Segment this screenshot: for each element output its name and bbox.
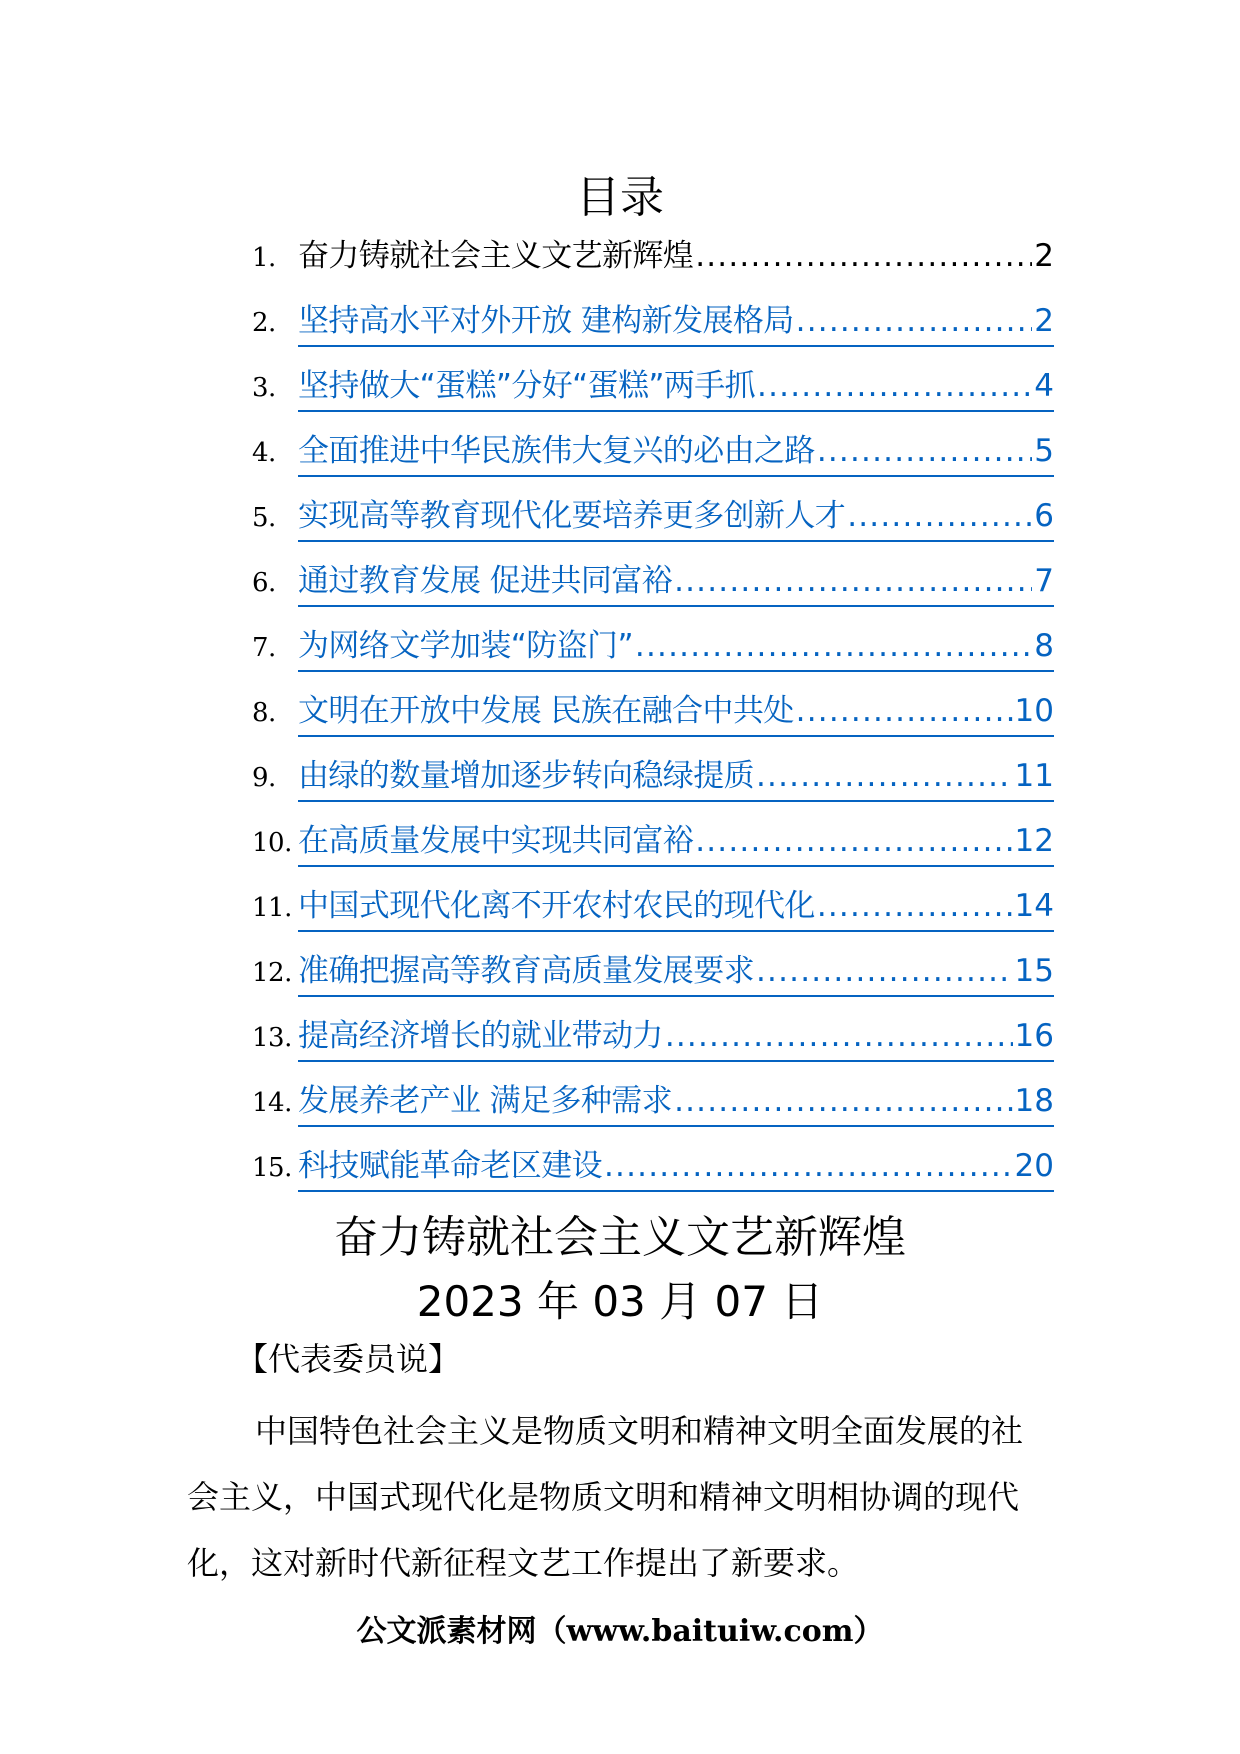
- toc-entry-link[interactable]: [298, 949, 1054, 997]
- toc-entry-number: 1.: [252, 243, 276, 273]
- toc-entry-page: 11: [1014, 758, 1054, 794]
- toc-leader-dots: [695, 819, 1012, 865]
- toc-entry: [252, 1079, 1054, 1144]
- footer-watermark: 公文派素材网（www.baituiw.com）: [356, 1614, 884, 1649]
- toc-entry: [252, 754, 1054, 819]
- toc-entry-link[interactable]: [298, 819, 1054, 867]
- toc-entry-title: 文明在开放中发展 民族在融合中共处: [298, 693, 794, 729]
- toc-entry-page: 18: [1014, 1083, 1054, 1119]
- toc-leader-dots: [665, 1014, 1013, 1060]
- toc-entry-number: 9.: [252, 763, 276, 793]
- toc-leader-dots: [817, 429, 1032, 475]
- toc-leader-dots: [635, 624, 1032, 670]
- toc-entry-number: 14.: [252, 1088, 292, 1118]
- article-paragraph: 中国特色社会主义是物质文明和精神文明全面发展的社会主义，中国式现代化是物质文明和精神文明相协调的现代化，这对新时代新征程文艺工作提出了新要求。: [187, 1412, 1024, 1582]
- toc-entry-title: 坚持做大“蛋糕”分好“蛋糕”两手抓: [298, 368, 756, 404]
- toc-entry-title: 由绿的数量增加逐步转向稳绿提质: [298, 758, 754, 794]
- toc-entry-link[interactable]: [298, 884, 1054, 932]
- toc-leader-dots: [756, 754, 1013, 800]
- toc-leader-dots: [796, 689, 1013, 735]
- toc-entry-page: 4: [1034, 368, 1054, 404]
- toc-entry-link[interactable]: [298, 624, 1054, 672]
- toc-entry-page: 15: [1014, 953, 1054, 989]
- toc-entry-link[interactable]: [298, 234, 1054, 280]
- toc-entry-title: 科技赋能革命老区建设: [298, 1148, 602, 1184]
- toc-entry-number: 13.: [252, 1023, 292, 1053]
- toc-entry-title: 准确把握高等教育高质量发展要求: [298, 953, 754, 989]
- toc-entry-page: 2: [1034, 238, 1054, 274]
- toc-entry-link[interactable]: [298, 429, 1054, 477]
- toc-leader-dots: [604, 1144, 1013, 1190]
- toc-entry-link[interactable]: [298, 1144, 1054, 1192]
- toc-entry-number: 5.: [252, 503, 276, 533]
- toc-entry-link[interactable]: [298, 1079, 1054, 1127]
- toc-entry: [252, 559, 1054, 624]
- toc-entry-link[interactable]: [298, 494, 1054, 542]
- toc-entry-title: 奋力铸就社会主义文艺新辉煌: [298, 238, 694, 274]
- table-of-contents: [252, 234, 1054, 1209]
- toc-entry-number: 7.: [252, 633, 276, 663]
- toc-entry-number: 11.: [252, 893, 292, 923]
- toc-entry-link[interactable]: [298, 364, 1054, 412]
- toc-entry-title: 为网络文学加装“防盗门”: [298, 628, 633, 664]
- section-tag: 【代表委员说】: [236, 1340, 461, 1378]
- toc-entry-page: 10: [1014, 693, 1054, 729]
- toc-entry-title: 发展养老产业 满足多种需求: [298, 1083, 673, 1119]
- toc-entry-page: 20: [1014, 1148, 1054, 1184]
- article-title: 奋力铸就社会主义文艺新辉煌: [334, 1212, 906, 1263]
- toc-entry-page: 2: [1034, 303, 1054, 339]
- toc-leader-dots: [796, 299, 1033, 345]
- toc-entry-number: 2.: [252, 308, 276, 338]
- toc-entry: [252, 364, 1054, 429]
- article-date: 2023 年 03 月 07 日: [416, 1277, 824, 1326]
- toc-entry-link[interactable]: [298, 559, 1054, 607]
- toc-title: 目录: [576, 172, 664, 223]
- toc-entry-title: 提高经济增长的就业带动力: [298, 1018, 663, 1054]
- toc-leader-dots: [695, 234, 1032, 280]
- toc-entry: [252, 949, 1054, 1014]
- toc-entry-page: 14: [1014, 888, 1054, 924]
- toc-entry-title: 全面推进中华民族伟大复兴的必由之路: [298, 433, 815, 469]
- toc-leader-dots: [674, 1079, 1012, 1125]
- toc-entry-link[interactable]: [298, 754, 1054, 802]
- toc-entry-page: 8: [1034, 628, 1054, 664]
- toc-entry-link[interactable]: [298, 1014, 1054, 1062]
- toc-entry: [252, 819, 1054, 884]
- toc-entry-page: 12: [1014, 823, 1054, 859]
- toc-entry: [252, 429, 1054, 494]
- toc-entry-number: 15.: [252, 1153, 292, 1183]
- toc-entry-title: 中国式现代化离不开农村农民的现代化: [298, 888, 815, 924]
- toc-entry-number: 6.: [252, 568, 276, 598]
- toc-leader-dots: [757, 364, 1032, 410]
- toc-entry-number: 10.: [252, 828, 292, 858]
- toc-entry-number: 8.: [252, 698, 276, 728]
- toc-leader-dots: [674, 559, 1032, 605]
- toc-entry: [252, 689, 1054, 754]
- toc-leader-dots: [756, 949, 1013, 995]
- toc-entry: [252, 299, 1054, 364]
- toc-entry: [252, 1144, 1054, 1209]
- toc-entry-link[interactable]: [298, 689, 1054, 737]
- toc-entry: [252, 1014, 1054, 1079]
- toc-entry-title: 通过教育发展 促进共同富裕: [298, 563, 673, 599]
- toc-entry-title: 在高质量发展中实现共同富裕: [298, 823, 694, 859]
- toc-leader-dots: [847, 494, 1032, 540]
- toc-leader-dots: [817, 884, 1013, 930]
- toc-entry: [252, 494, 1054, 559]
- toc-entry-title: 坚持高水平对外开放 建构新发展格局: [298, 303, 794, 339]
- toc-entry-link[interactable]: [298, 299, 1054, 347]
- toc-entry: [252, 884, 1054, 949]
- toc-entry-page: 7: [1034, 563, 1054, 599]
- toc-entry-title: 实现高等教育现代化要培养更多创新人才: [298, 498, 846, 534]
- toc-entry-number: 4.: [252, 438, 276, 468]
- toc-entry-page: 16: [1014, 1018, 1054, 1054]
- toc-entry-page: 5: [1034, 433, 1054, 469]
- toc-entry-number: 12.: [252, 958, 292, 988]
- toc-entry: [252, 234, 1054, 299]
- toc-entry: [252, 624, 1054, 689]
- toc-entry-page: 6: [1034, 498, 1054, 534]
- toc-entry-number: 3.: [252, 373, 276, 403]
